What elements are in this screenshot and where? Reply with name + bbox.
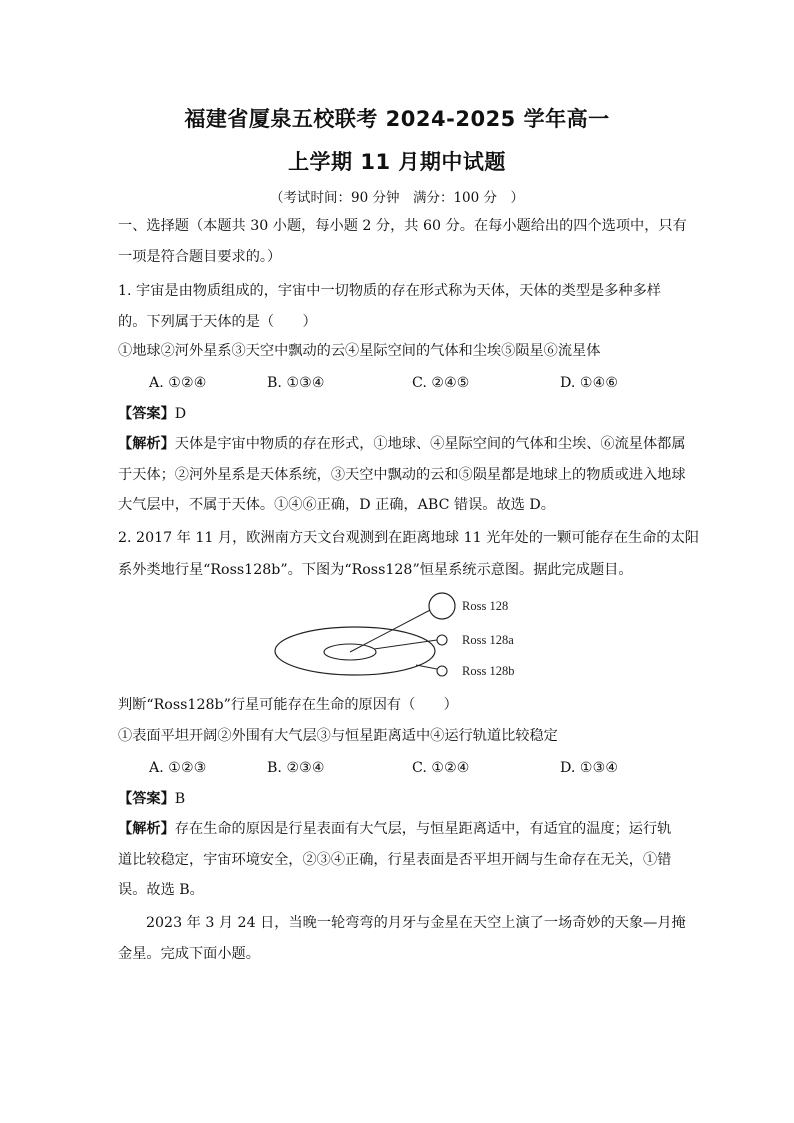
q1-analysis-line1 [118,436,686,452]
q2-question: 判断“Ross128b”行星可能存在生命的原因有（ ） [118,697,458,713]
q2-stem-line1: 2. 2017 年 11 月，欧洲南方天文台观测到在距离地球 11 光年处的一颗可能存在生命的太阳 [118,530,699,546]
pointer-line-ross128a [374,640,437,649]
q2-analysis-label: 【解析】 [118,821,175,837]
q1-option-a: A. ①②④ [149,375,207,391]
page-title: 福建省厦泉五校联考 2024-2025 学年高一 [184,107,610,131]
label-ross128a: Ross 128a [462,633,514,647]
planet-ross128a [437,635,447,645]
q1-option-c: C. ②④⑤ [412,375,470,391]
q3-intro-line1: 2023 年 3 月 24 日，当晚一轮弯弯的月牙与金星在天空上演了一场奇妙的天象—月掩 [146,915,686,931]
planet-ross128b [437,666,447,676]
q3-intro-line2: 金星。完成下面小题。 [118,946,260,962]
q2-option-c: C. ①②④ [412,760,470,776]
q1-stem-line1: 1. 宇宙是由物质组成的，宇宙中一切物质的存在形式称为天体，天体的类型是多种多样 [118,283,661,299]
q2-analysis-line2: 道比较稳定，宇宙环境安全，②③④正确，行星表面是否平坦开阔与生命存在无关，①错 [118,852,672,868]
pointer-line-ross128 [350,608,434,652]
outer-orbit [275,627,435,675]
q1-items: ①地球②河外星系③天空中飘动的云④星际空间的气体和尘埃⑤陨星⑥流星体 [118,343,601,359]
q1-analysis-label: 【解析】 [118,436,175,452]
q1-option-b: B. ①③④ [267,375,325,391]
exam-info: （考试时间：90 分钟 满分：100 分 ） [269,190,525,206]
q1-analysis-line3: 大气层中，不属于天体。①④⑥正确，D 正确，ABC 错误。故选 D。 [118,497,555,513]
q2-answer [118,791,678,807]
pointer-line-ross128b [416,665,437,669]
section-heading-line2: 一项是符合题目要求的。） [118,249,282,265]
q2-option-a: A. ①②③ [149,760,207,776]
label-ross128: Ross 128 [462,599,509,613]
q2-stem-line2: 系外类地行星“Ross128b”。下图为“Ross128”恒星系统示意图。据此完成题目。 [118,562,633,578]
q2-answer-label: 【答案】 [118,791,175,807]
label-ross128b: Ross 128b [462,664,515,678]
q1-answer [118,406,678,422]
q1-analysis-text: 天体是宇宙中物质的存在形式，①地球、④星际空间的气体和尘埃、⑥流星体都属 [174,436,686,452]
q1-answer-label: 【答案】 [118,406,175,422]
section-heading-line1: 一、选择题（本题共 30 小题，每小题 2 分，共 60 分。在每小题给出的四个选项中，只有 [118,218,687,234]
q1-stem-line2: 的。下列属于天体的是（ ） [118,314,317,330]
q2-option-b: B. ②③④ [267,760,325,776]
q1-answer-value: D [174,406,187,422]
q2-items: ①表面平坦开阔②外围有大气层③与恒星距离适中④运行轨道比较稳定 [118,728,558,744]
page-title-line2: 上学期 11 月期中试题 [288,150,506,174]
q1-option-d: D. ①④⑥ [560,375,619,391]
star-ross128 [429,593,455,619]
ross128-system-diagram [270,585,530,693]
q2-analysis-line3: 误。故选 B。 [118,882,204,898]
q1-analysis-line2: 于天体；②河外星系是天体系统，③天空中飘动的云和⑤陨星都是地球上的物质或进入地球 [118,467,686,483]
q2-analysis-line1 [118,821,678,837]
q2-analysis-text: 存在生命的原因是行星表面有大气层，与恒星距离适中，有适宜的温度；运行轨 [174,821,672,837]
q2-option-d: D. ①③④ [560,760,619,776]
q2-answer-value: B [174,791,186,807]
